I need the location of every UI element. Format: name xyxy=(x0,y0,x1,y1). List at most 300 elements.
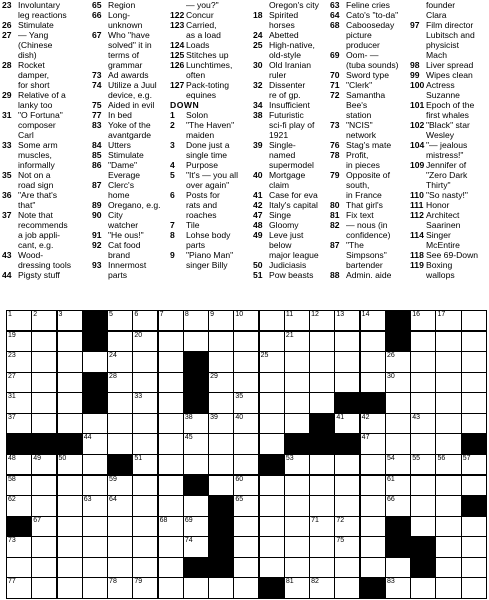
grid-cell[interactable] xyxy=(334,413,360,434)
grid-cell[interactable] xyxy=(284,372,310,393)
grid-cell[interactable] xyxy=(132,454,158,475)
grid-cell[interactable] xyxy=(259,331,285,352)
grid-cell[interactable] xyxy=(57,331,83,352)
grid-cell[interactable] xyxy=(461,331,487,352)
grid-cell[interactable] xyxy=(158,392,184,413)
grid-cell[interactable] xyxy=(107,372,133,393)
grid-cell[interactable] xyxy=(385,495,411,516)
grid-cell[interactable] xyxy=(461,577,487,598)
grid-cell[interactable] xyxy=(410,310,436,331)
grid-cell[interactable] xyxy=(385,454,411,475)
grid-cell[interactable] xyxy=(6,351,32,372)
grid-cell[interactable] xyxy=(360,475,386,496)
grid-cell[interactable] xyxy=(82,577,108,598)
grid-cell[interactable] xyxy=(360,351,386,372)
grid-block xyxy=(208,516,234,537)
grid-cell[interactable] xyxy=(158,372,184,393)
clue-item xyxy=(170,120,250,140)
clue-item xyxy=(2,90,90,110)
grid-cell[interactable] xyxy=(107,577,133,598)
grid-cell[interactable] xyxy=(410,331,436,352)
grid-cell[interactable] xyxy=(461,413,487,434)
grid-cell[interactable] xyxy=(132,392,158,413)
grid-cell[interactable] xyxy=(461,475,487,496)
clue-number: 111 xyxy=(410,200,424,210)
grid-cell[interactable] xyxy=(410,454,436,475)
grid-cell[interactable] xyxy=(82,433,108,454)
cell-number: 82 xyxy=(311,578,319,586)
grid-cell[interactable] xyxy=(410,577,436,598)
grid-cell[interactable] xyxy=(284,516,310,537)
grid-cell[interactable] xyxy=(461,372,487,393)
grid-cell[interactable] xyxy=(107,310,133,331)
grid-cell[interactable] xyxy=(259,310,285,331)
clue-number: 34 xyxy=(253,100,263,110)
grid-cell[interactable] xyxy=(334,331,360,352)
grid-cell[interactable] xyxy=(132,557,158,578)
grid-cell[interactable] xyxy=(233,536,259,557)
grid-cell[interactable] xyxy=(107,413,133,434)
grid-cell[interactable] xyxy=(360,557,386,578)
clue-item xyxy=(92,80,168,100)
grid-cell[interactable] xyxy=(107,475,133,496)
clue-number: 29 xyxy=(2,90,12,100)
grid-cell[interactable] xyxy=(6,577,32,598)
grid-cell[interactable] xyxy=(385,577,411,598)
clue-number: 5 xyxy=(170,170,175,180)
grid-cell[interactable] xyxy=(284,577,310,598)
grid-cell[interactable] xyxy=(334,577,360,598)
grid-cell[interactable] xyxy=(309,372,335,393)
clue-text: Profit, in pieces xyxy=(346,150,380,170)
clue-text: "— jealous mistress!" xyxy=(426,140,468,160)
grid-cell[interactable] xyxy=(410,372,436,393)
grid-cell[interactable] xyxy=(31,331,57,352)
grid-cell[interactable] xyxy=(233,516,259,537)
grid-cell[interactable] xyxy=(435,536,461,557)
grid-cell[interactable] xyxy=(208,433,234,454)
grid-cell[interactable] xyxy=(309,536,335,557)
grid-cell[interactable] xyxy=(435,475,461,496)
grid-cell[interactable] xyxy=(309,310,335,331)
clue-number: 31 xyxy=(2,110,12,120)
grid-cell[interactable] xyxy=(158,413,184,434)
grid-cell[interactable] xyxy=(334,557,360,578)
grid-cell[interactable] xyxy=(82,454,108,475)
grid-cell[interactable] xyxy=(158,331,184,352)
grid-cell[interactable] xyxy=(334,372,360,393)
grid-cell[interactable] xyxy=(385,557,411,578)
grid-cell[interactable] xyxy=(183,331,209,352)
clue-number: 40 xyxy=(253,170,263,180)
grid-cell[interactable] xyxy=(208,372,234,393)
clue-text: Long- unknown xyxy=(108,10,143,30)
grid-cell[interactable] xyxy=(284,495,310,516)
grid-cell[interactable] xyxy=(158,351,184,372)
clue-number: 66 xyxy=(92,10,102,20)
grid-cell[interactable] xyxy=(233,454,259,475)
grid-cell[interactable] xyxy=(461,392,487,413)
clue-item xyxy=(330,70,408,80)
grid-cell[interactable] xyxy=(410,516,436,537)
grid-cell[interactable] xyxy=(435,516,461,537)
cell-number: 30 xyxy=(386,372,395,380)
grid-cell[interactable] xyxy=(158,495,184,516)
cell-number: 71 xyxy=(311,516,319,524)
clue-number: 80 xyxy=(330,200,340,210)
grid-cell[interactable] xyxy=(233,577,259,598)
grid-cell[interactable] xyxy=(284,475,310,496)
grid-cell[interactable] xyxy=(57,310,83,331)
grid-cell[interactable] xyxy=(6,392,32,413)
grid-cell[interactable] xyxy=(233,557,259,578)
grid-cell[interactable] xyxy=(233,433,259,454)
cell-number: 64 xyxy=(109,496,117,504)
clue-number: 76 xyxy=(330,140,340,150)
grid-cell[interactable] xyxy=(309,516,335,537)
grid-cell[interactable] xyxy=(107,392,133,413)
grid-cell[interactable] xyxy=(107,557,133,578)
grid-block xyxy=(360,392,386,413)
grid-cell[interactable] xyxy=(31,577,57,598)
grid-cell[interactable] xyxy=(233,475,259,496)
clue-item xyxy=(330,10,408,20)
clue-item xyxy=(170,170,250,190)
cell-number: 47 xyxy=(361,434,370,442)
grid-cell[interactable] xyxy=(132,413,158,434)
grid-cell[interactable] xyxy=(334,536,360,557)
grid-cell[interactable] xyxy=(208,577,234,598)
grid-cell[interactable] xyxy=(57,577,83,598)
grid-cell[interactable] xyxy=(183,454,209,475)
grid-cell[interactable] xyxy=(461,351,487,372)
cell-number: 67 xyxy=(33,516,42,524)
grid-cell[interactable] xyxy=(57,351,83,372)
grid-cell[interactable] xyxy=(233,310,259,331)
grid-cell[interactable] xyxy=(183,433,209,454)
grid-cell[interactable] xyxy=(259,557,285,578)
grid-cell[interactable] xyxy=(309,331,335,352)
grid-block xyxy=(208,536,234,557)
grid-cell[interactable] xyxy=(334,495,360,516)
grid-cell[interactable] xyxy=(259,413,285,434)
grid-cell[interactable] xyxy=(360,413,386,434)
grid-cell[interactable] xyxy=(410,433,436,454)
grid-cell[interactable] xyxy=(183,577,209,598)
grid-cell[interactable] xyxy=(57,413,83,434)
grid-cell[interactable] xyxy=(259,433,285,454)
grid-cell[interactable] xyxy=(334,475,360,496)
grid-cell[interactable] xyxy=(259,372,285,393)
clue-item xyxy=(330,80,408,90)
grid-cell[interactable] xyxy=(6,331,32,352)
grid-cell[interactable] xyxy=(132,310,158,331)
clue-item xyxy=(92,100,168,110)
grid-cell[interactable] xyxy=(31,536,57,557)
grid-cell[interactable] xyxy=(183,413,209,434)
grid-cell[interactable] xyxy=(233,495,259,516)
grid-cell[interactable] xyxy=(284,536,310,557)
grid-cell[interactable] xyxy=(57,495,83,516)
grid-block xyxy=(259,577,285,598)
clue-item xyxy=(330,270,408,280)
grid-cell[interactable] xyxy=(31,557,57,578)
grid-cell[interactable] xyxy=(435,433,461,454)
clue-text: Utters xyxy=(108,140,131,150)
cell-number: 81 xyxy=(285,578,294,586)
grid-cell[interactable] xyxy=(57,372,83,393)
grid-cell[interactable] xyxy=(233,351,259,372)
grid-cell[interactable] xyxy=(461,516,487,537)
grid-cell[interactable] xyxy=(435,454,461,475)
grid-cell[interactable] xyxy=(385,351,411,372)
grid-cell[interactable] xyxy=(158,557,184,578)
grid-cell[interactable] xyxy=(132,577,158,598)
clue-number: 82 xyxy=(330,220,340,230)
grid-cell[interactable] xyxy=(461,536,487,557)
clue-number: 101 xyxy=(410,100,425,110)
clue-text: "The Simpsons" bartender xyxy=(346,240,387,270)
grid-cell[interactable] xyxy=(107,495,133,516)
clue-number: 97 xyxy=(410,20,420,30)
grid-cell[interactable] xyxy=(208,413,234,434)
clue-number: 43 xyxy=(2,250,12,260)
grid-cell[interactable] xyxy=(259,495,285,516)
grid-cell[interactable] xyxy=(31,475,57,496)
grid-cell[interactable] xyxy=(259,351,285,372)
clue-item xyxy=(410,200,489,210)
grid-cell[interactable] xyxy=(132,433,158,454)
clue-text: Wood- dressing tools xyxy=(18,250,72,270)
grid-cell[interactable] xyxy=(82,475,108,496)
grid-cell[interactable] xyxy=(233,372,259,393)
grid-cell[interactable] xyxy=(410,475,436,496)
grid-cell[interactable] xyxy=(435,413,461,434)
grid-cell[interactable] xyxy=(82,351,108,372)
grid-cell[interactable] xyxy=(435,331,461,352)
grid-cell[interactable] xyxy=(410,392,436,413)
clue-text: Admin. aide xyxy=(346,270,392,280)
grid-cell[interactable] xyxy=(435,495,461,516)
grid-cell[interactable] xyxy=(6,413,32,434)
grid-cell[interactable] xyxy=(233,392,259,413)
grid-cell[interactable] xyxy=(334,310,360,331)
grid-cell[interactable] xyxy=(208,454,234,475)
grid-cell[interactable] xyxy=(435,310,461,331)
grid-cell[interactable] xyxy=(385,433,411,454)
cell-number: 45 xyxy=(184,434,193,442)
grid-cell[interactable] xyxy=(132,475,158,496)
grid-cell[interactable] xyxy=(57,392,83,413)
grid-cell[interactable] xyxy=(132,372,158,393)
grid-cell[interactable] xyxy=(435,351,461,372)
grid-cell[interactable] xyxy=(410,351,436,372)
grid-cell[interactable] xyxy=(6,310,32,331)
clue-text: That girl's xyxy=(346,200,383,210)
grid-cell[interactable] xyxy=(6,372,32,393)
grid-cell[interactable] xyxy=(31,392,57,413)
clue-text: founder Clara xyxy=(426,0,456,20)
grid-cell[interactable] xyxy=(360,433,386,454)
grid-cell[interactable] xyxy=(360,495,386,516)
grid-cell[interactable] xyxy=(158,454,184,475)
grid-cell[interactable] xyxy=(461,454,487,475)
cell-number: 10 xyxy=(235,311,244,318)
grid-cell[interactable] xyxy=(107,516,133,537)
grid-cell[interactable] xyxy=(385,413,411,434)
grid-block xyxy=(107,454,133,475)
grid-cell[interactable] xyxy=(132,331,158,352)
clue-number: 112 xyxy=(410,210,424,220)
grid-cell[interactable] xyxy=(259,392,285,413)
grid-cell[interactable] xyxy=(6,454,32,475)
grid-cell[interactable] xyxy=(309,495,335,516)
clue-number: 87 xyxy=(92,180,102,190)
grid-cell[interactable] xyxy=(410,495,436,516)
grid-cell[interactable] xyxy=(435,372,461,393)
grid-cell[interactable] xyxy=(284,413,310,434)
grid-cell[interactable] xyxy=(31,372,57,393)
grid-cell[interactable] xyxy=(360,516,386,537)
grid-cell[interactable] xyxy=(82,536,108,557)
clue-item xyxy=(92,230,168,240)
grid-cell[interactable] xyxy=(183,310,209,331)
grid-cell[interactable] xyxy=(31,351,57,372)
grid-cell[interactable] xyxy=(284,351,310,372)
grid-cell[interactable] xyxy=(107,536,133,557)
grid-cell[interactable] xyxy=(309,454,335,475)
grid-block xyxy=(385,310,411,331)
grid-cell[interactable] xyxy=(107,351,133,372)
grid-cell[interactable] xyxy=(132,351,158,372)
grid-cell[interactable] xyxy=(461,310,487,331)
grid-cell[interactable] xyxy=(435,392,461,413)
grid-cell[interactable] xyxy=(6,557,32,578)
grid-cell[interactable] xyxy=(208,351,234,372)
grid-cell[interactable] xyxy=(107,433,133,454)
grid-cell[interactable] xyxy=(208,392,234,413)
grid-cell[interactable] xyxy=(132,516,158,537)
grid-cell[interactable] xyxy=(158,433,184,454)
grid-cell[interactable] xyxy=(334,516,360,537)
grid-cell[interactable] xyxy=(31,495,57,516)
grid-cell[interactable] xyxy=(31,310,57,331)
grid-cell[interactable] xyxy=(385,392,411,413)
grid-cell[interactable] xyxy=(132,536,158,557)
grid-cell[interactable] xyxy=(6,536,32,557)
grid-cell[interactable] xyxy=(284,392,310,413)
grid-cell[interactable] xyxy=(259,536,285,557)
grid-cell[interactable] xyxy=(6,495,32,516)
grid-cell[interactable] xyxy=(57,557,83,578)
grid-cell[interactable] xyxy=(158,536,184,557)
grid-cell[interactable] xyxy=(410,413,436,434)
cell-number: 72 xyxy=(336,516,345,524)
grid-cell[interactable] xyxy=(158,577,184,598)
grid-cell[interactable] xyxy=(259,475,285,496)
grid-cell[interactable] xyxy=(435,577,461,598)
grid-cell[interactable] xyxy=(385,372,411,393)
grid-cell[interactable] xyxy=(309,392,335,413)
grid-cell[interactable] xyxy=(208,475,234,496)
grid-cell[interactable] xyxy=(82,495,108,516)
grid-cell[interactable] xyxy=(284,557,310,578)
clue-item xyxy=(330,200,408,210)
clue-item xyxy=(92,200,168,210)
clue-text: — nous (in confidence) xyxy=(346,220,391,240)
grid-block xyxy=(183,351,209,372)
grid-cell[interactable] xyxy=(57,454,83,475)
clue-item xyxy=(253,30,327,40)
clue-text: Sword type xyxy=(346,70,389,80)
clue-text: Cabooseday picture producer xyxy=(346,20,395,50)
grid-cell[interactable] xyxy=(309,351,335,372)
grid-cell[interactable] xyxy=(435,557,461,578)
grid-cell[interactable] xyxy=(259,516,285,537)
grid-cell[interactable] xyxy=(284,331,310,352)
grid-cell[interactable] xyxy=(31,413,57,434)
clue-item xyxy=(2,60,90,90)
grid-cell[interactable] xyxy=(107,331,133,352)
grid-cell[interactable] xyxy=(82,516,108,537)
clue-text: Rocket damper, for short xyxy=(18,60,50,90)
clue-item xyxy=(170,50,250,60)
grid-cell[interactable] xyxy=(82,413,108,434)
cell-number: 6 xyxy=(134,311,139,318)
grid-cell[interactable] xyxy=(309,557,335,578)
grid-cell[interactable] xyxy=(31,454,57,475)
grid-cell[interactable] xyxy=(57,516,83,537)
grid-cell[interactable] xyxy=(360,536,386,557)
grid-cell[interactable] xyxy=(183,536,209,557)
grid-cell[interactable] xyxy=(233,413,259,434)
cell-number: 75 xyxy=(336,537,345,545)
grid-cell[interactable] xyxy=(334,454,360,475)
clue-number: 50 xyxy=(253,260,263,270)
grid-cell[interactable] xyxy=(461,557,487,578)
grid-cell[interactable] xyxy=(360,310,386,331)
grid-block xyxy=(385,516,411,537)
grid-cell[interactable] xyxy=(360,454,386,475)
grid-cell[interactable] xyxy=(284,454,310,475)
grid-cell[interactable] xyxy=(233,331,259,352)
grid-cell[interactable] xyxy=(309,475,335,496)
grid-cell[interactable] xyxy=(309,577,335,598)
grid-cell[interactable] xyxy=(208,310,234,331)
grid-cell[interactable] xyxy=(158,310,184,331)
grid-cell[interactable] xyxy=(208,331,234,352)
grid-cell[interactable] xyxy=(31,516,57,537)
grid-cell[interactable] xyxy=(284,310,310,331)
grid-cell[interactable] xyxy=(360,331,386,352)
grid-cell[interactable] xyxy=(183,495,209,516)
grid-cell[interactable] xyxy=(57,536,83,557)
grid-cell[interactable] xyxy=(158,475,184,496)
clue-item xyxy=(92,10,168,30)
grid-cell[interactable] xyxy=(334,351,360,372)
grid-cell[interactable] xyxy=(360,372,386,393)
grid-cell[interactable] xyxy=(385,475,411,496)
grid-cell[interactable] xyxy=(158,516,184,537)
grid-cell[interactable] xyxy=(6,475,32,496)
grid-block xyxy=(183,372,209,393)
grid-cell[interactable] xyxy=(132,495,158,516)
grid-cell[interactable] xyxy=(82,557,108,578)
cell-number: 83 xyxy=(386,578,395,586)
grid-cell[interactable] xyxy=(183,516,209,537)
grid-cell[interactable] xyxy=(57,475,83,496)
cell-number: 12 xyxy=(311,311,319,318)
